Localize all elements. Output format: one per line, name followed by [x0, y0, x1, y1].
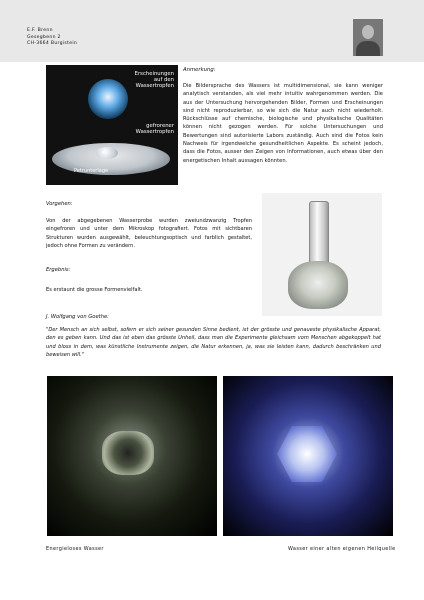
- address-line-street: Gesegbenn 2: [27, 34, 61, 40]
- caption-appearances: Erscheinungen auf den Wassertropfen: [134, 71, 174, 90]
- caption-petri-base: Petrunterlage: [74, 168, 109, 174]
- sender-address: [27, 28, 77, 48]
- hexagonal-crystal: [277, 426, 337, 482]
- goethe-title: J. Wolfgang von Goethe:: [46, 314, 109, 320]
- crystal-structure: [102, 431, 154, 475]
- portrait-body: [356, 41, 380, 56]
- ergebnis-text: Es erstaunt die grosse Formenvielfalt.: [46, 287, 143, 293]
- frozen-drop: [96, 147, 118, 159]
- healing-spring-water-crystal-photo: [223, 376, 393, 536]
- anmerkung-text: Die Bildersprache des Wassers ist multidimensional, sie kann weniger analytisch verstanden, als viel mehr intuitiv wahrgenommen werden. Die aus der Untersuchung hervorgehenden Bilder, Formen und Erscheinungen sind nicht reproduzierbar, so wie sich die Natur auch nicht wiederholt. Rückschlüsse auf chemische, biologische und physikalische Qualitäten können nicht gezogen werden. Für solche Untersuchungen und Bewertungen sind autorisierte Labors zuständig. Auch sind die Fotos kein Nachweis für irgendwelche gesundheitlichen Aspekte. Es scheint jedoch, dass die Fotos, ausser den Zeigen von Informationen, auch etwas über den energetischen Inhalt aussagen könnten.: [183, 83, 383, 164]
- portrait-head: [362, 25, 374, 39]
- vorgehen-title: Vorgehen:: [46, 201, 73, 207]
- vorgehen-text: Von der abgegebenen Wasserprobe wurden zweiundzwanzig Tropfen eingefroren und unter dem Mikroskop fotografiert. Fotos mit sichtbaren Strukturen wurden ausgewählt, beleuchtungsoptisch und farblich gestaltet, jedoch ohne Formen zu verändern.: [46, 218, 252, 249]
- crystal-on-drop: [88, 79, 128, 119]
- header-band: [0, 0, 424, 62]
- author-portrait: [353, 19, 383, 56]
- energyless-water-crystal-photo: [47, 376, 217, 536]
- caption-right-photo: Wasser einer alten eigenen Heilquelle: [288, 546, 396, 552]
- ergebnis-title: Ergebnis:: [46, 267, 71, 273]
- sample-bottle-photo: [262, 193, 382, 316]
- anmerkung-title: Anmerkung:: [183, 67, 216, 73]
- goethe-quote: "Der Mensch an sich selbst, sofern er sich seiner gesunden Sinne bedient, ist der grösste und genaueste physikalische Apparat, den es geben kann. Und das ist eben das grösste Unheil, dass man die Experimente gleichsam vom Menschen abgekoppelt hat und bloss in dem, was künstliche Instrumente zeigen, die Natur erkennen, ja, was sie leisten kann, dadurch beschränken und beweisen will.": [46, 327, 381, 358]
- address-line-name: E.F. Brenn: [27, 28, 53, 33]
- frozen-drop-diagram-photo: [46, 65, 178, 185]
- address-line-city: CH-3664 Burgistein: [27, 41, 78, 47]
- sample-tube: [309, 201, 329, 269]
- caption-frozen-drop: gefrorener Wassertropfen: [135, 123, 174, 136]
- caption-left-photo: Energieloses Wasser: [46, 546, 104, 552]
- sample-bottle-base: [288, 261, 348, 309]
